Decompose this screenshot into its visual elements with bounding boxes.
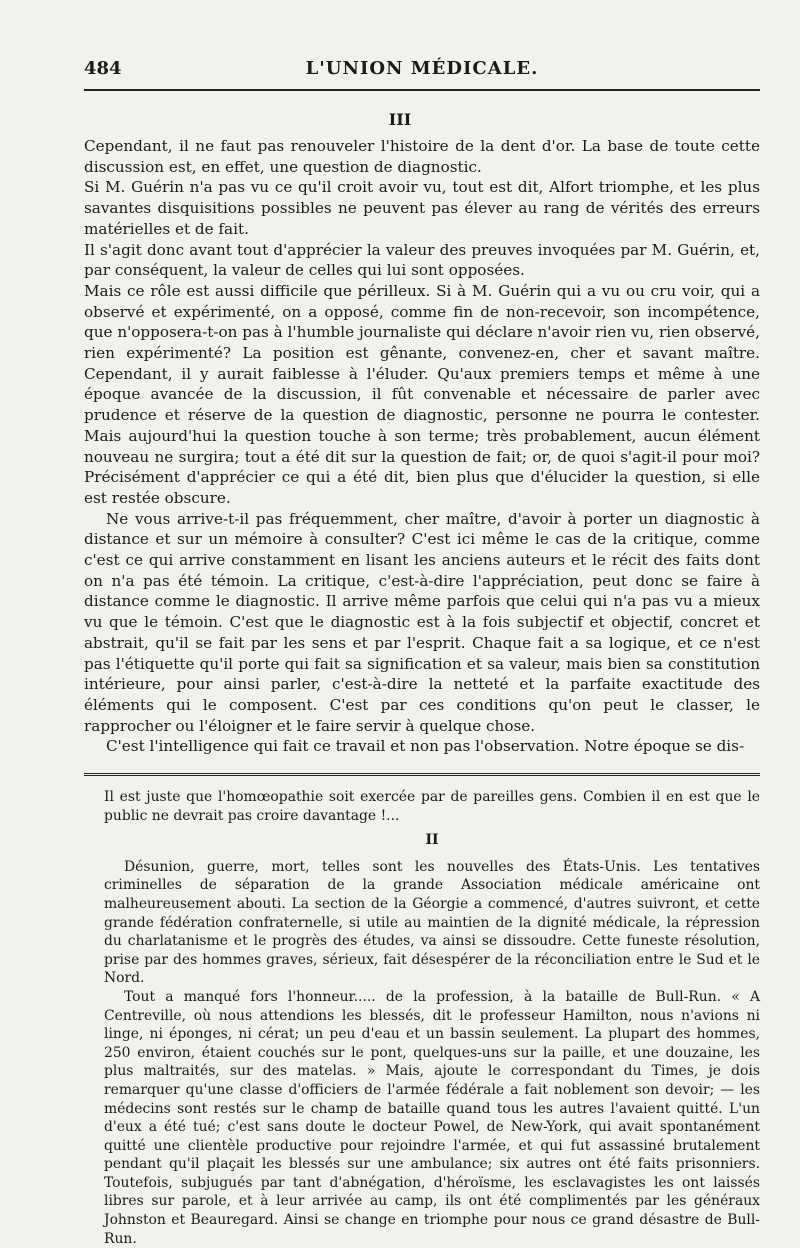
- main-text: [84, 136, 760, 757]
- footnote-section-number: II: [425, 832, 439, 849]
- footnote-text: [104, 788, 760, 1248]
- page-header: [84, 58, 760, 88]
- paragraph: C'est l'intelligence qui fait ce travail et non pas l'observation. Notre époque se dis-: [106, 737, 745, 756]
- footnote-paragraph: Il est juste que l'homœopathie soit exercée par de pareilles gens. Combien il en est que le public ne devrait pas croire davantage !...: [104, 789, 760, 824]
- paragraph: Ne vous arrive-t-il pas fréquemment, cher maître, d'avoir à porter un diagnostic à distance et sur un mémoire à consulter? C'est ici même le cas de la critique, comme c'est ce qui arrive constamment en lisant les anciens auteurs et le récit des faits dont on n'a pas été témoin. La critique, c'est-à-dire l'appréciation, peut donc se faire à distance comme le diagnostic. Il arrive même parfois que celui qui n'a pas vu a mieux vu que le témoin. C'est que le diagnostic est à la fois subjectif et objectif, concret et abstrait, qu'il se fait par les sens et par l'esprit. Chaque fait a sa logique, et ce n'est pas l'étiquette qu'il porte qui fait sa signification et sa valeur, mais bien sa constitution intérieure, pour ainsi parler, c'est-à-dire la netteté et la parfaite exactitude des éléments qui le composent. C'est par ces conditions qu'on peut le classer, le rapprocher ou l'éloigner et le faire servir à quelque chose.: [84, 509, 760, 735]
- header-rule: [84, 89, 760, 91]
- paragraph: Si M. Guérin n'a pas vu ce qu'il croit avoir vu, tout est dit, Alfort triomphe, et les plus savantes disquisitions possibles ne peuvent pas élever au rang de vérités des erreurs matérielles et de fait.: [84, 178, 760, 238]
- footnote-paragraph: Tout a manqué fors l'honneur..... de la profession, à la bataille de Bull-Run. « A Centreville, où nous attendions les blessés, dit le professeur Hamilton, nous n'avions ni linge, ni éponges, ni cérat; un peu d'eau et un bassin seulement. La plupart des hommes, 250 environ, étaient couchés sur le pont, quelques-uns sur la paille, et une douzaine, les plus maltraités, sur des matelas. » Mais, ajoute le correspondant du Times, je dois remarquer qu'une classe d'officiers de l'armée fédérale a fait noblement son devoir; — les médecins sont restés sur le champ de bataille quand tous les autres l'avaient quitté. L'un d'eux a été tué; c'est sans doute le docteur Powel, de New-York, qui avait spontanément quitté une clientèle productive pour rejoindre l'armée, et qui fut assassiné brutalement pendant qu'il plaçait les blessés sur une ambulance; six autres ont été faits prisonniers. Toutefois, subjugués par tant d'abnégation, d'héroïsme, les esclavagistes les ont laissés libres sur parole, et à leur arrivée au camp, ils ont été complimentés par les généraux Johnston et Beauregard. Ainsi se change en triomphe pour nous ce grand désastre de Bull-Run.: [104, 988, 760, 1247]
- section-number: III: [388, 110, 412, 129]
- page-number: 484: [84, 58, 122, 79]
- paragraph: Il s'agit donc avant tout d'apprécier la valeur des preuves invoquées par M. Guérin, et, par conséquent, la valeur de celles qui lui sont opposées.: [84, 240, 760, 280]
- footnote-paragraph: Désunion, guerre, mort, telles sont les nouvelles des États-Unis. Les tentatives criminelles de séparation de la grande Association médicale américaine ont malheureusement abouti. La section de la Géorgie a commencé, d'autres suivront, et cette grande fédération confraternelle, si utile au maintien de la dignité médicale, la répression du charlatanisme et le progrès des études, va ainsi se dissoudre. Cette funeste résolution, prise par des hommes graves, sérieux, fait désespérer de la réconciliation entre le Sud et le Nord.: [104, 858, 760, 987]
- paragraph: Mais ce rôle est aussi difficile que périlleux. Si à M. Guérin qui a vu ou cru voir, qui a observé et expérimenté, on a opposé, comme fin de non-recevoir, son incompétence, que n'opposera-t-on pas à l'humble journaliste qui déclare n'avoir rien vu, rien observé, rien expérimenté? La position est gênante, convenez-en, cher et savant maître. Cependant, il y aurait faiblesse à l'éluder. Qu'aux premiers temps et même à une époque avancée de la discussion, il fût convenable et nécessaire de parler avec prudence et réserve de la question de diagnostic, personne ne pourra le contester. Mais aujourd'hui la question touche à son terme; très probablement, aucun élément nouveau ne surgira; tout a été dit sur la question de fait; or, de quoi s'agit-il pour moi? Précisément d'apprécier ce qui a été dit, bien plus que d'élucider la question, si elle est restée obscure.: [84, 281, 760, 507]
- paragraph: Cependant, il ne faut pas renouveler l'histoire de la dent d'or. La base de toute cette discussion est, en effet, une question de diagnostic.: [84, 137, 760, 176]
- running-title: L'UNION MÉDICALE.: [305, 58, 539, 79]
- footnote-separator: [84, 773, 760, 779]
